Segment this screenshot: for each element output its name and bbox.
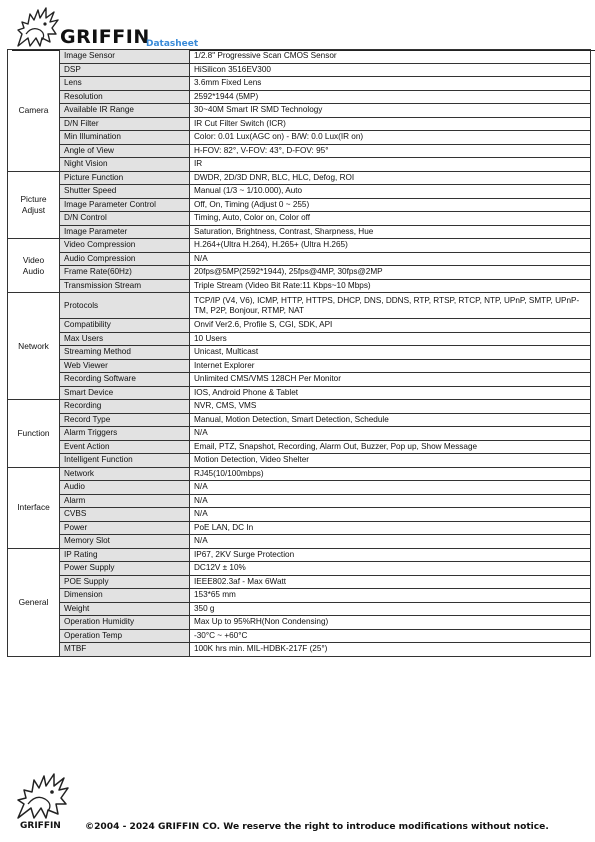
section-name: Interface — [8, 467, 60, 548]
spec-value: 2592*1944 (5MP) — [190, 90, 591, 104]
spec-label: POE Supply — [60, 575, 190, 589]
footer-brand-name: GRIFFIN — [20, 821, 61, 831]
spec-label: Image Parameter — [60, 225, 190, 239]
spec-row — [8, 400, 591, 414]
spec-row — [8, 643, 591, 657]
spec-row — [8, 359, 591, 373]
spec-label: Alarm — [60, 494, 190, 508]
spec-label: Recording Software — [60, 373, 190, 387]
spec-row — [8, 413, 591, 427]
spec-label: Network — [60, 467, 190, 481]
spec-label: Memory Slot — [60, 535, 190, 549]
spec-label: Compatibility — [60, 319, 190, 333]
spec-row — [8, 185, 591, 199]
spec-label: Shutter Speed — [60, 185, 190, 199]
spec-value: 30~40M Smart IR SMD Technology — [190, 104, 591, 118]
spec-label: Min Illumination — [60, 131, 190, 145]
spec-value: 10 Users — [190, 332, 591, 346]
spec-value: N/A — [190, 535, 591, 549]
spec-label: Video Compression — [60, 239, 190, 253]
spec-value: 1/2.8" Progressive Scan CMOS Sensor — [190, 50, 591, 64]
spec-row — [8, 198, 591, 212]
spec-value: N/A — [190, 427, 591, 441]
footer-copyright: ©2004 - 2024 GRIFFIN CO. We reserve the right to introduce modifications without notice. — [85, 822, 549, 832]
spec-label: D/N Control — [60, 212, 190, 226]
spec-value: Color: 0.01 Lux(AGC on) - B/W: 0.0 Lux(IR on) — [190, 131, 591, 145]
spec-value: N/A — [190, 481, 591, 495]
spec-value: -30°C ~ +60°C — [190, 629, 591, 643]
spec-row — [8, 77, 591, 91]
spec-row — [8, 117, 591, 131]
spec-row — [8, 346, 591, 360]
spec-label: Event Action — [60, 440, 190, 454]
spec-row — [8, 467, 591, 481]
spec-label: Frame Rate(60Hz) — [60, 266, 190, 280]
spec-row — [8, 508, 591, 522]
spec-label: Intelligent Function — [60, 454, 190, 468]
spec-label: Smart Device — [60, 386, 190, 400]
spec-label: Audio — [60, 481, 190, 495]
spec-value: 153*65 mm — [190, 589, 591, 603]
spec-row — [8, 481, 591, 495]
spec-value: RJ45(10/100mbps) — [190, 467, 591, 481]
spec-value: Onvif Ver2.6, Profile S, CGI, SDK, API — [190, 319, 591, 333]
spec-label: Resolution — [60, 90, 190, 104]
spec-row — [8, 562, 591, 576]
spec-label: Angle of View — [60, 144, 190, 158]
spec-label: CVBS — [60, 508, 190, 522]
spec-value: DC12V ± 10% — [190, 562, 591, 576]
spec-value: Unicast, Multicast — [190, 346, 591, 360]
spec-row — [8, 252, 591, 266]
spec-value: Motion Detection, Video Shelter — [190, 454, 591, 468]
griffin-footer-logo-icon — [12, 770, 70, 820]
spec-label: D/N Filter — [60, 117, 190, 131]
spec-row — [8, 373, 591, 387]
spec-row — [8, 629, 591, 643]
spec-label: DSP — [60, 63, 190, 77]
spec-row — [8, 521, 591, 535]
spec-row — [8, 279, 591, 293]
spec-row — [8, 90, 591, 104]
section-name: Video Audio — [8, 239, 60, 293]
spec-table — [7, 49, 591, 657]
spec-value: Internet Explorer — [190, 359, 591, 373]
spec-row — [8, 144, 591, 158]
spec-row — [8, 494, 591, 508]
spec-value: Email, PTZ, Snapshot, Recording, Alarm Out, Buzzer, Pop up, Show Message — [190, 440, 591, 454]
spec-row — [8, 266, 591, 280]
spec-value: 100K hrs min. MIL-HDBK-217F (25°) — [190, 643, 591, 657]
spec-row — [8, 427, 591, 441]
spec-row — [8, 225, 591, 239]
spec-value: TCP/IP (V4, V6), ICMP, HTTP, HTTPS, DHCP, DNS, DDNS, RTP, RTSP, RTCP, NTP, UPnP, SMTP, UPnP-TM, P2P, Bonjour, RTMP, NAT — [190, 293, 591, 319]
spec-value: Max Up to 95%RH(Non Condensing) — [190, 616, 591, 630]
section-name: Picture Adjust — [8, 171, 60, 239]
spec-label: MTBF — [60, 643, 190, 657]
spec-row — [8, 50, 591, 64]
spec-label: Picture Function — [60, 171, 190, 185]
spec-value: PoE LAN, DC In — [190, 521, 591, 535]
spec-value: HiSilicon 3516EV300 — [190, 63, 591, 77]
spec-value: Off, On, Timing (Adjust 0 ~ 255) — [190, 198, 591, 212]
brand-name: GRIFFIN — [60, 26, 150, 48]
spec-label: Image Parameter Control — [60, 198, 190, 212]
spec-label: IP Rating — [60, 548, 190, 562]
spec-row — [8, 535, 591, 549]
spec-label: Night Vision — [60, 158, 190, 172]
spec-label: Protocols — [60, 293, 190, 319]
spec-row — [8, 332, 591, 346]
spec-row — [8, 239, 591, 253]
spec-label: Power — [60, 521, 190, 535]
page-header — [6, 4, 591, 48]
spec-row — [8, 212, 591, 226]
section-name: Network — [8, 293, 60, 400]
spec-row — [8, 454, 591, 468]
spec-value: H.264+(Ultra H.264), H.265+ (Ultra H.265) — [190, 239, 591, 253]
spec-value: N/A — [190, 508, 591, 522]
spec-value: Unlimited CMS/VMS 128CH Per Monitor — [190, 373, 591, 387]
spec-row — [8, 158, 591, 172]
spec-label: Operation Temp — [60, 629, 190, 643]
spec-label: Streaming Method — [60, 346, 190, 360]
spec-row — [8, 602, 591, 616]
spec-value: IR — [190, 158, 591, 172]
section-name: Function — [8, 400, 60, 468]
spec-label: Alarm Triggers — [60, 427, 190, 441]
spec-row — [8, 575, 591, 589]
spec-value: Saturation, Brightness, Contrast, Sharpness, Hue — [190, 225, 591, 239]
spec-value: Timing, Auto, Color on, Color off — [190, 212, 591, 226]
spec-value: Manual, Motion Detection, Smart Detection, Schedule — [190, 413, 591, 427]
spec-value: Manual (1/3 ~ 1/10.000), Auto — [190, 185, 591, 199]
spec-row — [8, 63, 591, 77]
spec-label: Transmission Stream — [60, 279, 190, 293]
spec-value: H-FOV: 82°, V-FOV: 43°, D-FOV: 95° — [190, 144, 591, 158]
spec-value: DWDR, 2D/3D DNR, BLC, HLC, Defog, ROI — [190, 171, 591, 185]
spec-label: Dimension — [60, 589, 190, 603]
spec-value: 3.6mm Fixed Lens — [190, 77, 591, 91]
section-name: Camera — [8, 50, 60, 172]
spec-value: N/A — [190, 494, 591, 508]
spec-row — [8, 616, 591, 630]
spec-row — [8, 293, 591, 319]
spec-value: IR Cut Filter Switch (ICR) — [190, 117, 591, 131]
spec-value: IOS, Android Phone & Tablet — [190, 386, 591, 400]
spec-value: NVR, CMS, VMS — [190, 400, 591, 414]
spec-row — [8, 104, 591, 118]
spec-value: 20fps@5MP(2592*1944), 25fps@4MP, 30fps@2MP — [190, 266, 591, 280]
spec-label: Recording — [60, 400, 190, 414]
spec-label: Lens — [60, 77, 190, 91]
document-subtitle: Datasheet — [146, 39, 199, 49]
spec-row — [8, 589, 591, 603]
spec-row — [8, 440, 591, 454]
spec-label: Max Users — [60, 332, 190, 346]
spec-label: Audio Compression — [60, 252, 190, 266]
griffin-logo-icon — [12, 4, 60, 48]
spec-row — [8, 171, 591, 185]
spec-row — [8, 131, 591, 145]
spec-value: 350 g — [190, 602, 591, 616]
spec-label: Weight — [60, 602, 190, 616]
spec-label: Record Type — [60, 413, 190, 427]
spec-value: Triple Stream (Video Bit Rate:11 Kbps~10 Mbps) — [190, 279, 591, 293]
section-name: General — [8, 548, 60, 656]
spec-row — [8, 386, 591, 400]
spec-value: IP67, 2KV Surge Protection — [190, 548, 591, 562]
spec-row — [8, 548, 591, 562]
spec-label: Web Viewer — [60, 359, 190, 373]
spec-value: IEEE802.3af - Max 6Watt — [190, 575, 591, 589]
spec-value: N/A — [190, 252, 591, 266]
spec-row — [8, 319, 591, 333]
spec-label: Available IR Range — [60, 104, 190, 118]
spec-label: Image Sensor — [60, 50, 190, 64]
spec-label: Operation Humidity — [60, 616, 190, 630]
spec-label: Power Supply — [60, 562, 190, 576]
